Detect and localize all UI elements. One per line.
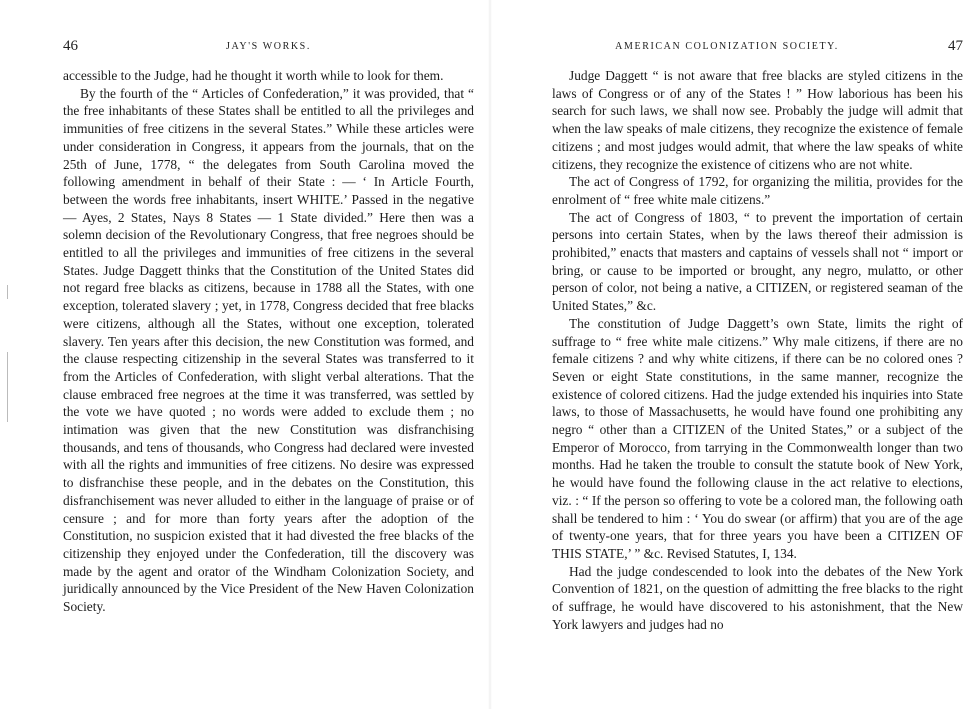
paragraph: The act of Congress of 1803, “ to prevent the importation of certain persons into certain States, when by the laws thereof their admission is prohibited,” enacts that masters and captains of vessels shall not “ import or bring, or cause to be imported or brought, any negro, mulatto, or other person of color, not being a native, a CITIZEN, or registered seaman of the United States,” &c. <box>552 209 963 314</box>
paragraph: The constitution of Judge Daggett’s own State, limits the right of suffrage to “ free white male citizens.” Why male citizens, if there are no female citizens ? and why white citizens, if there can be no colored ones ? Seven or eight State constitutions, in the same manner, recognize the existence of colored citizens. Had the judge extended his inquiries into State laws, to those of Massachusetts, he would have found one prohibiting any negro “ other than a CITIZEN of the United States,” or a subject of the Emperor of Morocco, from tarrying in the Commonwealth longer than two months. Had he taken the trouble to consult the statute book of New York, he would have found the following clause in the act relative to elections, viz. : “ If the person so offering to vote be a colored man, the following oath shall be tendered to him : ‘ You do swear (or affirm) that you are of the age of twenty-one years, that for three years you have been a CITIZEN OF THIS STATE,’ ” &c. Revised Statutes, I, 134. <box>552 315 963 561</box>
paragraph: Judge Daggett “ is not aware that free blacks are styled citizens in the laws of Congress or of any of the States ! ” How laborious has been his search for such laws, we shall now see. Probably the judge will admit that when the law speaks of male citizens, they recognize the existence of female citizens ; and most judges would admit, that where the law speaks of white citizens, they recognize the existence of citizens who are not white. <box>552 68 963 172</box>
right-page-text <box>552 67 963 634</box>
paragraph: By the fourth of the “ Articles of Confederation,” it was provided, that “ the free inhabitants of these States shall be entitled to all the privileges and immunities of free citizens in the several States.” While these articles were under consideration in Congress, it appears from the journals, that on the 25th of June, 1778, “ the delegates from South Carolina moved the following amendment in behalf of their State : — ‘ In Article Fourth, between the words free inhabitants, insert WHITE.’ Passed in the negative — Ayes, 2 States, Nays 8 States — 1 State divided.” Here then was a solemn decision of the Revolutionary Congress, that free negroes should be entitled to all the privileges and immunities of free citizens in the several States. Judge Daggett thinks that the Constitution of the United States did not regard free blacks as citizens, because in 1788 all the States, with one exception, tolerated slavery ; yet, in 1778, Congress decided that free blacks were citizens, although all the States, without one exception, tolerated slavery. Ten years after this decision, the new Constitution was formed, and the clause respecting citizenship in the several States was transferred to it from the Articles of Confederation, with slight verbal alterations. That the clause embraced free negroes at the time it was transferred, was settled by the vote we have quoted ; no words were added to exclude them ; no intimation was given that the new Constitution was disfranchising thousands, and tens of thousands, who Congress had declared were invested with all the rights and immunities of free citizens. No desire was expressed to disfranchise these people, and in the debates on the Constitution, this disfranchisement was never alluded to either in the language of praise or of censure ; and for more than forty years after the adoption of the Constitution, no suspicion existed that it had divested the free blacks of the citizenship they enjoyed under the Confederation, till the discovery was made by the agent and orator of the Windham Colonization Society, and juridically announced by the Vice President of the New Haven Colonization Society. <box>63 85 474 615</box>
running-head: AMERICAN COLONIZATION SOCIETY. <box>615 41 839 52</box>
paragraph: accessible to the Judge, had he thought it worth while to look for them. <box>63 68 444 83</box>
margin-mark <box>7 352 8 422</box>
running-head: JAY'S WORKS. <box>226 41 311 52</box>
paragraph: Had the judge condescended to look into the debates of the New York Convention of 1821, on the question of admitting the free blacks to the right of suffrage, he would have discovered to his astonishment, that the New York lawyers and judges had no <box>552 563 963 632</box>
left-page-header <box>63 38 474 57</box>
right-page-header <box>552 38 963 57</box>
left-page-text <box>63 67 474 616</box>
paragraph: The act of Congress of 1792, for organizing the militia, provides for the enrolment of “ free white male citizens.” <box>552 174 963 207</box>
margin-mark <box>7 285 8 299</box>
page-number: 47 <box>948 38 963 54</box>
page-number: 46 <box>63 38 78 54</box>
right-page <box>490 0 980 709</box>
